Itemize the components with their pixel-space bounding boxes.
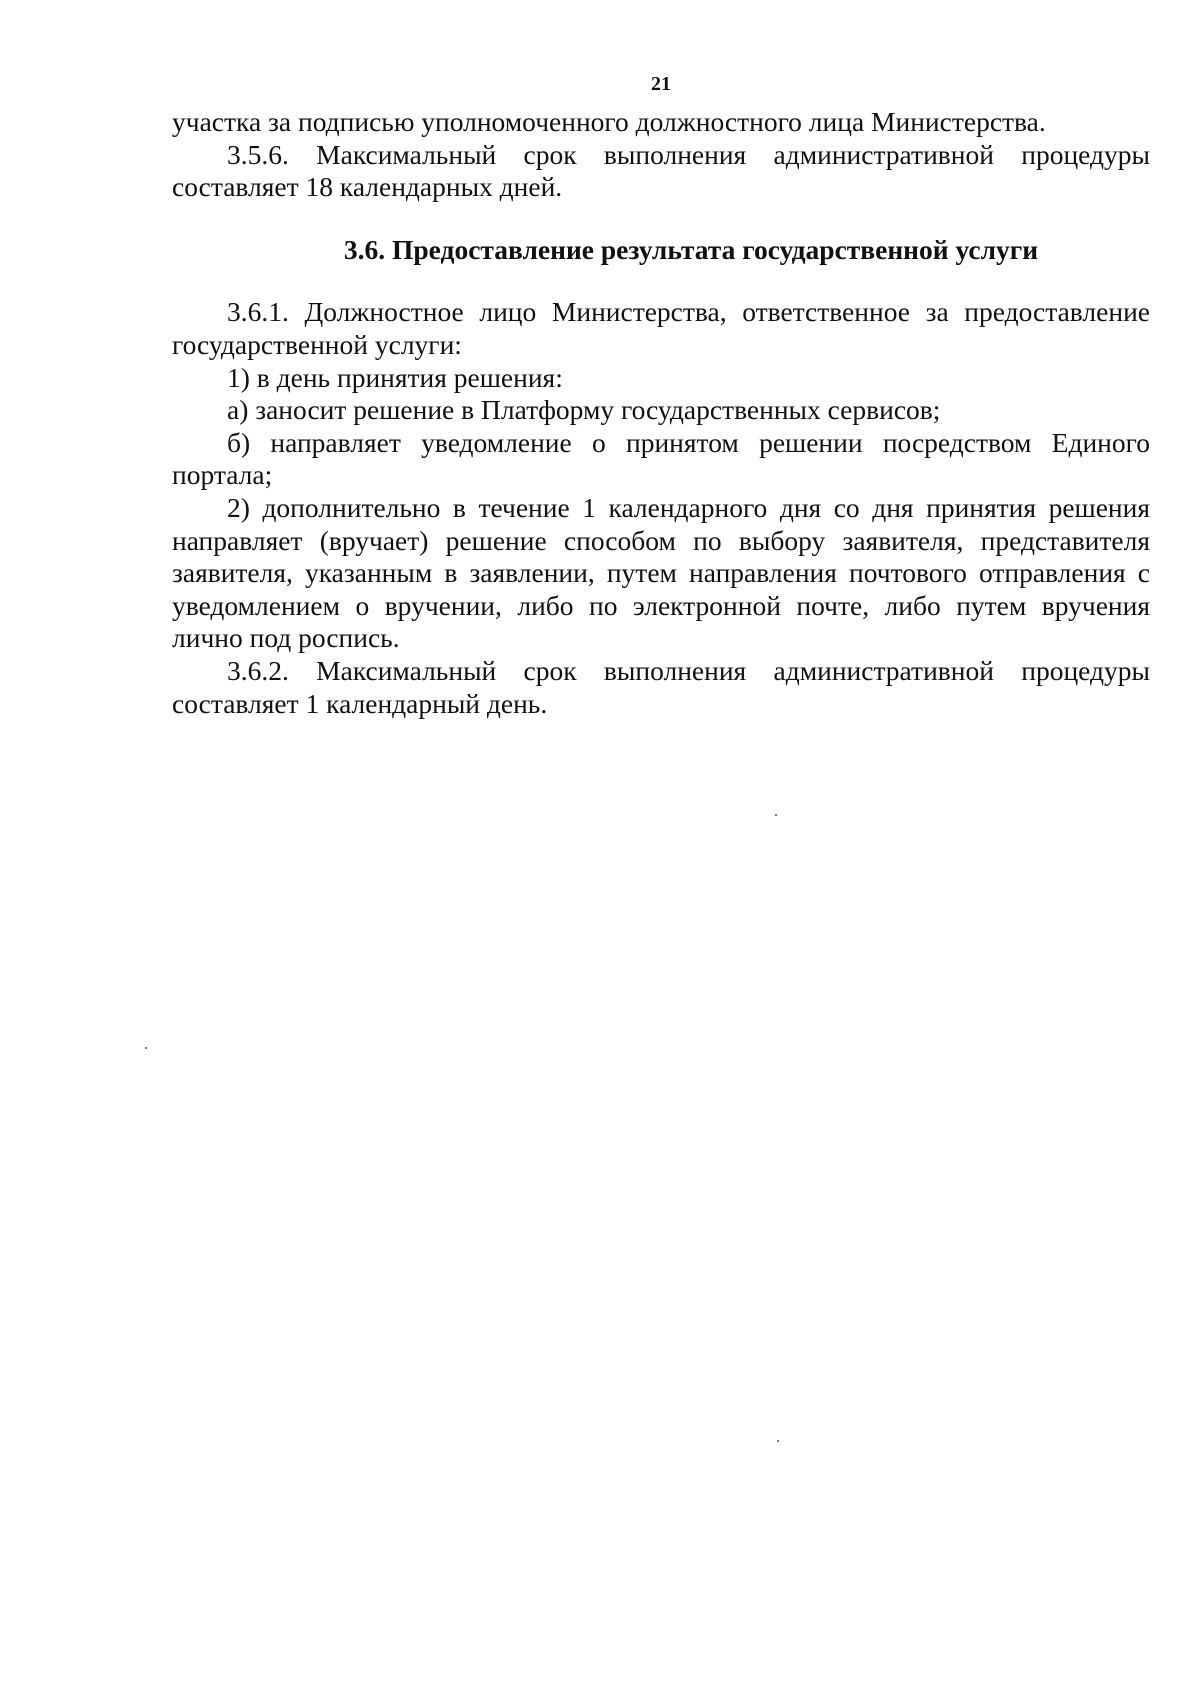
text-line: б) направляет уведомление о принятом решении посредством Единого <box>227 426 1150 458</box>
text-line: 3.6.2. Максимальный срок выполнения административной процедуры <box>227 654 1150 686</box>
text-line: направляет (вручает) решение способом по выбору заявителя, представителя <box>172 524 1150 556</box>
text-line: портала; <box>172 459 273 491</box>
text-line: государственной услуги: <box>172 328 462 360</box>
text-line: составляет 1 календарный день. <box>172 687 548 719</box>
page-number: 21 <box>651 73 671 95</box>
scan-speck <box>777 1440 779 1442</box>
text-line: лично под роспись. <box>172 622 400 654</box>
text-line: 1) в день принятия решения: <box>227 361 563 393</box>
text-line: заявителя, указанным в заявлении, путем направления почтового отправления с <box>172 557 1150 589</box>
text-line: 3.6.1. Должностное лицо Министерства, ответственное за предоставление <box>227 296 1150 328</box>
text-line: а) заносит решение в Платформу государственных сервисов; <box>227 394 941 426</box>
text-line: составляет 18 календарных дней. <box>172 171 563 203</box>
text-line: 3.5.6. Максимальный срок выполнения административной процедуры <box>227 138 1150 170</box>
section-heading: 3.6. Предоставление результата государственной услуги <box>343 233 1039 265</box>
document-body <box>172 106 1150 720</box>
scan-speck <box>775 814 777 816</box>
text-line: 2) дополнительно в течение 1 календарного дня со дня принятия решения <box>227 491 1150 523</box>
text-line: участка за подписью уполномоченного должностного лица Министерства. <box>172 106 1046 137</box>
text-line: уведомлением о вручении, либо по электронной почте, либо путем вручения <box>172 589 1150 621</box>
scan-speck <box>145 1047 147 1049</box>
